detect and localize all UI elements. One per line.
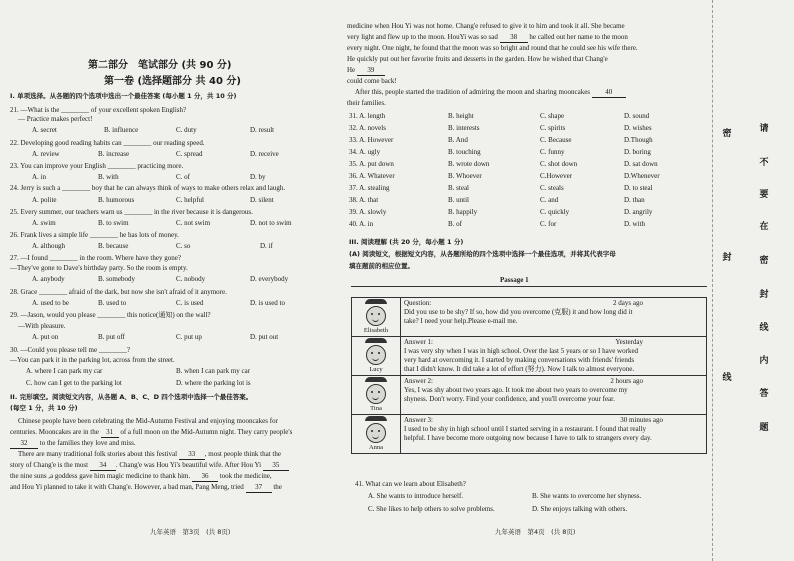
question-21-reply: — Practice makes perfect! [18,115,93,123]
seal-char: 线 [722,373,732,383]
passage-line: every night. One night, he found that the moon was so bright and round that he could see his wife there. [347,44,638,52]
option: D. is used to [250,299,285,307]
cloze-option: C. steals [540,184,564,192]
cloze-option: 31. A. length [349,112,386,120]
option: C. not swim [176,219,211,227]
option: B. because [98,242,129,250]
option: B. somebody [98,275,135,283]
volume-title: 第一卷 (选择题部分 共 40 分) [104,76,241,87]
question-26: 26. Frank lives a simple life ________ he has lots of money. [10,231,179,239]
option: B. humorous [98,196,135,204]
cloze-option: B. happily [448,208,478,216]
post-time: 2 hours ago [610,377,643,385]
post-text: take? I need your help.Please e-mail me. [404,317,518,325]
question-29: 29. —Jason, would you please ________ this notice(通知) on the wall? [10,311,211,319]
option: D. put out [250,333,279,341]
cloze-line: There are many traditional folk stories about this festival 33 , most people think that the [18,450,281,458]
passage-rule [351,286,707,287]
option: D. by [250,173,266,181]
option: B. put off [98,333,125,341]
cloze-option: C. and [540,196,559,204]
cloze-option: C. quickly [540,208,570,216]
section3-instruction: (A) 阅读短文，根据短文内容，从各题所给的四个选项中选择一个最佳选项，并将其代表字母 [349,250,616,258]
option: D. where the parking lot is [176,379,251,387]
option: D. She enjoys talking with others. [532,505,628,513]
seal-note-char: 密 [759,256,769,266]
blank-39[interactable]: 39 [357,66,385,76]
passage-line: medicine when Hou Yi was not home. Chang'e refused to give it to him and took it all. She became [347,22,625,30]
cloze-option: 38. A. that [349,196,379,204]
cloze-line: the nine suns ,a goddess gave him magic medicine to thank him. 36 took the medicine, [10,472,272,480]
post-text: shyness. Don't worry. Find your confidence, and you'll overcome your fear. [404,395,615,403]
post-label: Answer 1: [404,338,433,346]
passage-line: their families. [347,99,386,107]
section2-score: (每空 1 分，共 10 分) [10,404,78,412]
section3-instruction-cont: 填在题前的相应位置。 [349,262,414,270]
cloze-option: 39. A. slowly [349,208,387,216]
option: C. spread [176,150,203,158]
passage-title: Passage 1 [500,276,529,284]
question-21: 21. —What is the ________ of your excellent spoken English? [10,106,187,114]
post-body [401,415,707,454]
section1-heading: I. 单项选择。从各题的四个选项中选出一个最佳答案 (每小题 1 分，共 10 分) [10,92,237,100]
cloze-option: C. Because [540,136,572,144]
question-22: 22. Developing good reading habits can ________ our reading speed. [10,139,205,147]
option: B. when I can park my car [176,367,251,375]
seal-note-char: 在 [759,222,769,232]
option: B. increase [98,150,130,158]
cloze-line: centuries. Mooncakes are in the 31 of a full moon on the Mid-Autumn night. They carry people's [10,428,293,436]
blank-32[interactable]: 32 [10,439,38,449]
option: D. everybody [250,275,289,283]
cloze-line: story of Chang'e is the most 34 . Chang'e was Hou Yi's beautiful wife. After Hou Yi 35 [10,461,289,471]
blank-37[interactable]: 37 [246,483,272,493]
cloze-option: C. shot down [540,160,578,168]
post-label: Answer 3: [404,416,433,424]
question-23: 23. You can improve your English ________ practicing more. [10,162,184,170]
cloze-option: C.However [540,172,573,180]
cloze-option: D. wishes [624,124,652,132]
poster-name: Tina [370,405,382,412]
seal-char: 封 [722,253,732,263]
option: D. if [260,242,273,250]
option: C. of [176,173,190,181]
seal-note-char: 请 [759,124,769,134]
forum-post [352,337,707,376]
cloze-option: B. And [448,136,468,144]
option: A. put on [32,333,59,341]
cloze-option: D. than [624,196,645,204]
passage-line: He quickly put out her favorite fruits and desserts in the garden. How he wished that Chang'e [347,55,608,63]
option: B. to swim [98,219,129,227]
post-time: Yesterday [615,338,643,346]
avatar [366,384,386,404]
cloze-option: B. until [448,196,470,204]
poster-name: Anna [368,444,384,451]
section2-heading: II. 完形填空。阅读短文内容，从各题 A、B、C、D 四个选项中选择一个最佳答案。 [10,393,253,401]
post-text: helpful. I have become more outgoing now because I have to talk to strangers every day. [404,434,652,442]
avatar-cell [352,376,401,415]
post-text: I was very shy when I was in high school. Over the last 5 years or so I have worked [404,347,639,355]
cloze-option: 40. A. in [349,220,374,228]
option: A. review [32,150,60,158]
seal-char: 密 [722,129,732,139]
cloze-option: 32. A. novels [349,124,386,132]
post-text: that I didn't know. It did take a lot of effort (努力). Now I talk to almost everyone. [404,365,635,373]
cloze-option: 36. A. Whatever [349,172,395,180]
option: A. anybody [32,275,65,283]
option: B. influence [104,126,139,134]
post-body [401,298,707,337]
option: A. secret [32,126,57,134]
passage-line: He 39 [347,66,385,76]
post-label: Answer 2: [404,377,433,385]
poster-name: Elisabeth [363,327,389,334]
option: C. helpful [176,196,204,204]
avatar-cell [352,298,401,337]
question-30: 30. —Could you please tell me ________? [10,346,130,354]
passage-line: could come back! [347,77,397,85]
seal-note-char: 内 [759,356,769,366]
blank-40[interactable]: 40 [592,88,626,98]
cloze-option: C. funny [540,148,565,156]
cloze-option: C. shape [540,112,565,120]
blank-33[interactable]: 33 [179,450,205,460]
seal-note-char: 封 [759,290,769,300]
cloze-option: 33. A. However [349,136,394,144]
cloze-option: D. sat down [624,160,658,168]
forum-post [352,415,707,454]
blank-31[interactable]: 31 [101,428,119,438]
blank-35[interactable]: 35 [263,461,289,471]
cloze-option: D. with [624,220,645,228]
option: C. is used [176,299,204,307]
cloze-option: B. interests [448,124,480,132]
blank-36[interactable]: 36 [192,472,218,482]
post-label: Question: [404,299,432,307]
question-27-reply: —They've gone to Dave's birthday party. So the room is empty. [10,264,188,272]
option: C. put up [176,333,202,341]
cloze-option: C. for [540,220,557,228]
blank-34[interactable]: 34 [90,461,116,471]
option: A. swim [32,219,56,227]
avatar-cell [352,415,401,454]
cloze-option: B. height [448,112,474,120]
seal-note-char: 要 [759,190,769,200]
option: A. She wants to introduce herself. [368,492,464,500]
option: B. used to [98,299,127,307]
cloze-option: D. boring [624,148,651,156]
cloze-option: B. wrote down [448,160,490,168]
question-25: 25. Every summer, our teachers warn us ________ in the river because it is dangerous. [10,208,253,216]
option: B. with [98,173,119,181]
option: C. so [176,242,191,250]
option: A. polite [32,196,57,204]
post-body [401,337,707,376]
post-text: Yes, I was shy about two years ago. It took me about two years to overcome my [404,386,628,394]
part-title: 第二部分 笔试部分 (共 90 分) [88,60,232,71]
question-41: 41. What can we learn about Elisabeth? [355,480,466,488]
section3-heading: III. 阅读理解 (共 20 分，每小题 1 分) [349,238,464,246]
option: D. not to swim [250,219,292,227]
forum-post [352,376,707,415]
cloze-line: 32 to the families they love and miss. [10,439,136,449]
avatar [366,306,386,326]
post-body [401,376,707,415]
question-27: 27. —I found ________ in the room. Where have they gone? [10,254,181,262]
option: B. She wants to overcome her shyness. [532,492,642,500]
passage-line: After this, people started the tradition of admiring the moon and sharing mooncakes 40 [355,88,626,98]
cloze-option: D.Though [624,136,653,144]
post-text: I used to be shy in high school until I started serving in a restaurant. I found that really [404,425,647,433]
option: C. how can I get to the parking lot [26,379,122,387]
cloze-option: B. steal [448,184,469,192]
post-text: Did you use to be shy? If so, how did you overcome (克服) it and how long did it [404,308,633,316]
option: C. She likes to help others to solve problems. [368,505,495,513]
option: A. where I can park my car [26,367,103,375]
page-footer-right: 九年英语 第4页 (共 8页) [495,528,576,536]
seal-note-char: 不 [759,158,769,168]
seal-note-char: 答 [759,389,769,399]
blank-38[interactable]: 38 [500,33,528,43]
post-text: very hard at overcoming it. I started by making conversations with friends' friends [404,356,635,364]
cloze-option: D. angrily [624,208,653,216]
option: C. duty [176,126,197,134]
cloze-option: 35. A. put down [349,160,394,168]
option: D. result [250,126,275,134]
page-footer-left: 九年英语 第3页 (共 8页) [150,528,231,536]
question-28: 28. Grace ________ afraid of the dark, but now she isn't afraid of it anymore. [10,288,227,296]
option: A. in [32,173,46,181]
cloze-option: B. of [448,220,462,228]
seal-line [712,0,714,561]
cloze-option: B. Whoever [448,172,482,180]
forum-table [351,297,707,454]
question-30-reply: —You can park it in the parking lot, across from the street. [10,356,175,364]
avatar [366,423,386,443]
seal-note-char: 题 [759,423,769,433]
seal-note-char: 线 [759,323,769,333]
cloze-option: 34. A. ugly [349,148,381,156]
cloze-option: B. touching [448,148,481,156]
post-time: 2 days ago [613,299,643,307]
forum-post [352,298,707,337]
post-time: 30 minutes ago [620,416,663,424]
avatar [366,345,386,365]
cloze-line: and Hou Yi planned to take it with Chang'e. However, a bad man, Pang Meng, tried 37 the [10,483,282,491]
question-24: 24. Jerry is such a ________ boy that he can always think of ways to make others relax and laugh. [10,184,286,192]
cloze-option: 37. A. stealing [349,184,390,192]
option: A. although [32,242,66,250]
cloze-option: D.Whenever [624,172,660,180]
option: D. silent [250,196,274,204]
option: C. nobody [176,275,206,283]
poster-name: Lucy [369,366,383,373]
cloze-option: D. to steal [624,184,653,192]
avatar-cell [352,337,401,376]
question-29-reply: —With pleasure. [18,322,66,330]
option: D. receive [250,150,279,158]
cloze-line: Chinese people have been celebrating the Mid-Autumn Festival and enjoying mooncakes for [18,417,278,425]
option: A. used to be [32,299,69,307]
passage-line: very light and flew up to the moon. HouYi was so sad 38 he called out her name to the moon [347,33,628,41]
cloze-option: C. spirits [540,124,566,132]
cloze-option: D. sound [624,112,650,120]
